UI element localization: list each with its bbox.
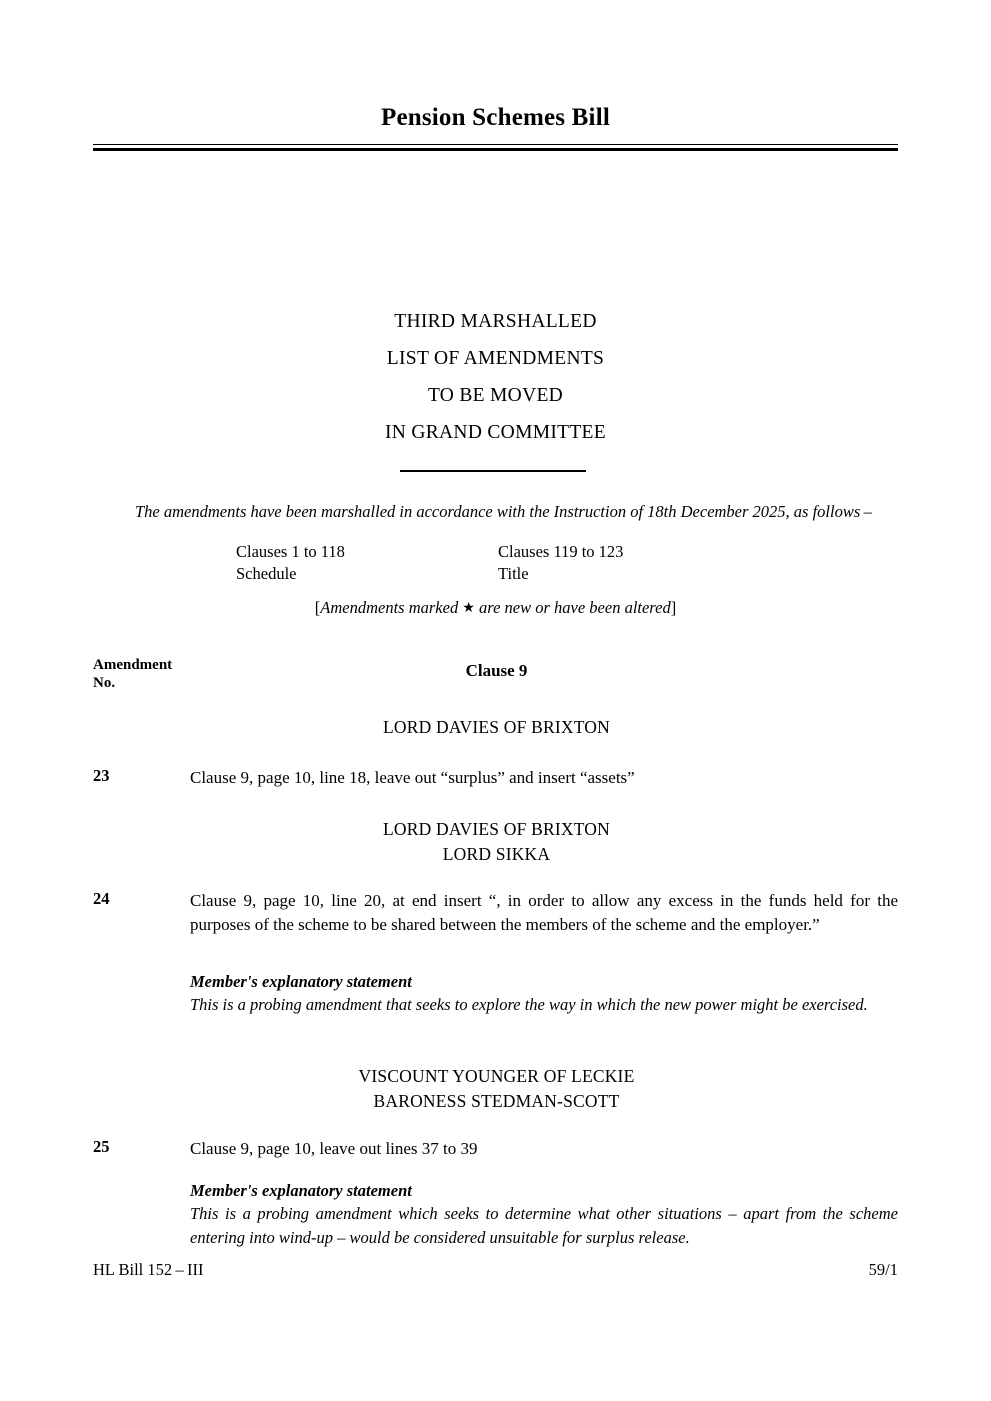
amendment-text: Clause 9, page 10, line 18, leave out “surplus” and insert “assets” [190,768,635,787]
explanatory-statement-text: This is a probing amendment which seeks to determine what other situations – apart from the scheme entering into wind-up – would be considered unsuitable for surplus release. [190,1204,898,1247]
sponsor-block-23 [190,715,803,740]
heading-line-3: TO BE MOVED [427,385,564,406]
page-number: 59/1 [868,1260,898,1279]
bill-reference: HL Bill 152 – III [93,1260,204,1279]
sponsor-name: LORD DAVIES OF BRIXTON [383,819,610,839]
divider-thick-line [93,148,898,151]
clause-columns [236,541,836,584]
star-icon: ★ [462,601,475,616]
note-text-before: Amendments marked [320,598,463,617]
sponsor-name: LORD DAVIES OF BRIXTON [383,717,610,737]
page-title: Pension Schemes Bill [380,104,610,131]
clause-col-right-1: Clauses 119 to 123 [498,542,624,561]
sponsor-name: LORD SIKKA [442,844,551,864]
amendment-entry-23 [93,766,898,790]
explanatory-statement-25 [190,1180,898,1249]
page-footer [93,1260,898,1280]
title-divider [93,144,898,151]
amendment-number: 24 [93,889,110,908]
amendment-entry-24 [93,889,898,936]
heading-line-2: LIST OF AMENDMENTS [386,348,605,369]
explanatory-statement-title: Member's explanatory statement [190,972,412,991]
explanatory-statement-title: Member's explanatory statement [190,1181,412,1200]
clause-col-right-2: Title [498,563,529,583]
note-open-bracket: [ [314,598,321,617]
amendment-no-column-header: Amendment No. [93,657,173,691]
amendment-text: Clause 9, page 10, leave out lines 37 to 39 [190,1139,478,1158]
note-close-bracket: ] [670,598,677,617]
explanatory-statement-24 [190,971,898,1017]
instruction-paragraph: The amendments have been marshalled in accordance with the Instruction of 18th December 2025, as follows – [135,502,872,521]
clause-row [236,541,836,563]
note-text-after: are new or have been altered [474,598,671,617]
clause-col-left-1: Clauses 1 to 118 [236,542,345,561]
amendment-number: 23 [93,766,110,785]
clause-col-left-2: Schedule [236,563,297,583]
amendment-text: Clause 9, page 10, line 20, at end insert “, in order to allow any excess in the funds held for the purposes of the scheme to be shared between the members of the scheme and the employer.” [190,891,898,934]
explanatory-statement-text: This is a probing amendment that seeks to explore the way in which the new power might be exercised. [190,995,868,1014]
heading-separator-rule [400,470,586,472]
sponsor-block-24 [190,817,803,867]
amendment-number: 25 [93,1137,110,1156]
heading-line-1: THIRD MARSHALLED [394,311,597,332]
starred-amendments-note [93,598,898,618]
sponsor-name: VISCOUNT YOUNGER OF LECKIE [358,1066,635,1086]
clause-section-heading: Clause 9 [465,661,528,680]
sponsor-name: BARONESS STEDMAN-SCOTT [373,1091,620,1111]
heading-line-4: IN GRAND COMMITTEE [385,422,606,443]
clause-row [236,563,836,585]
sponsor-block-25 [190,1064,803,1114]
list-heading-block [93,303,898,451]
amendment-entry-25 [93,1137,898,1161]
